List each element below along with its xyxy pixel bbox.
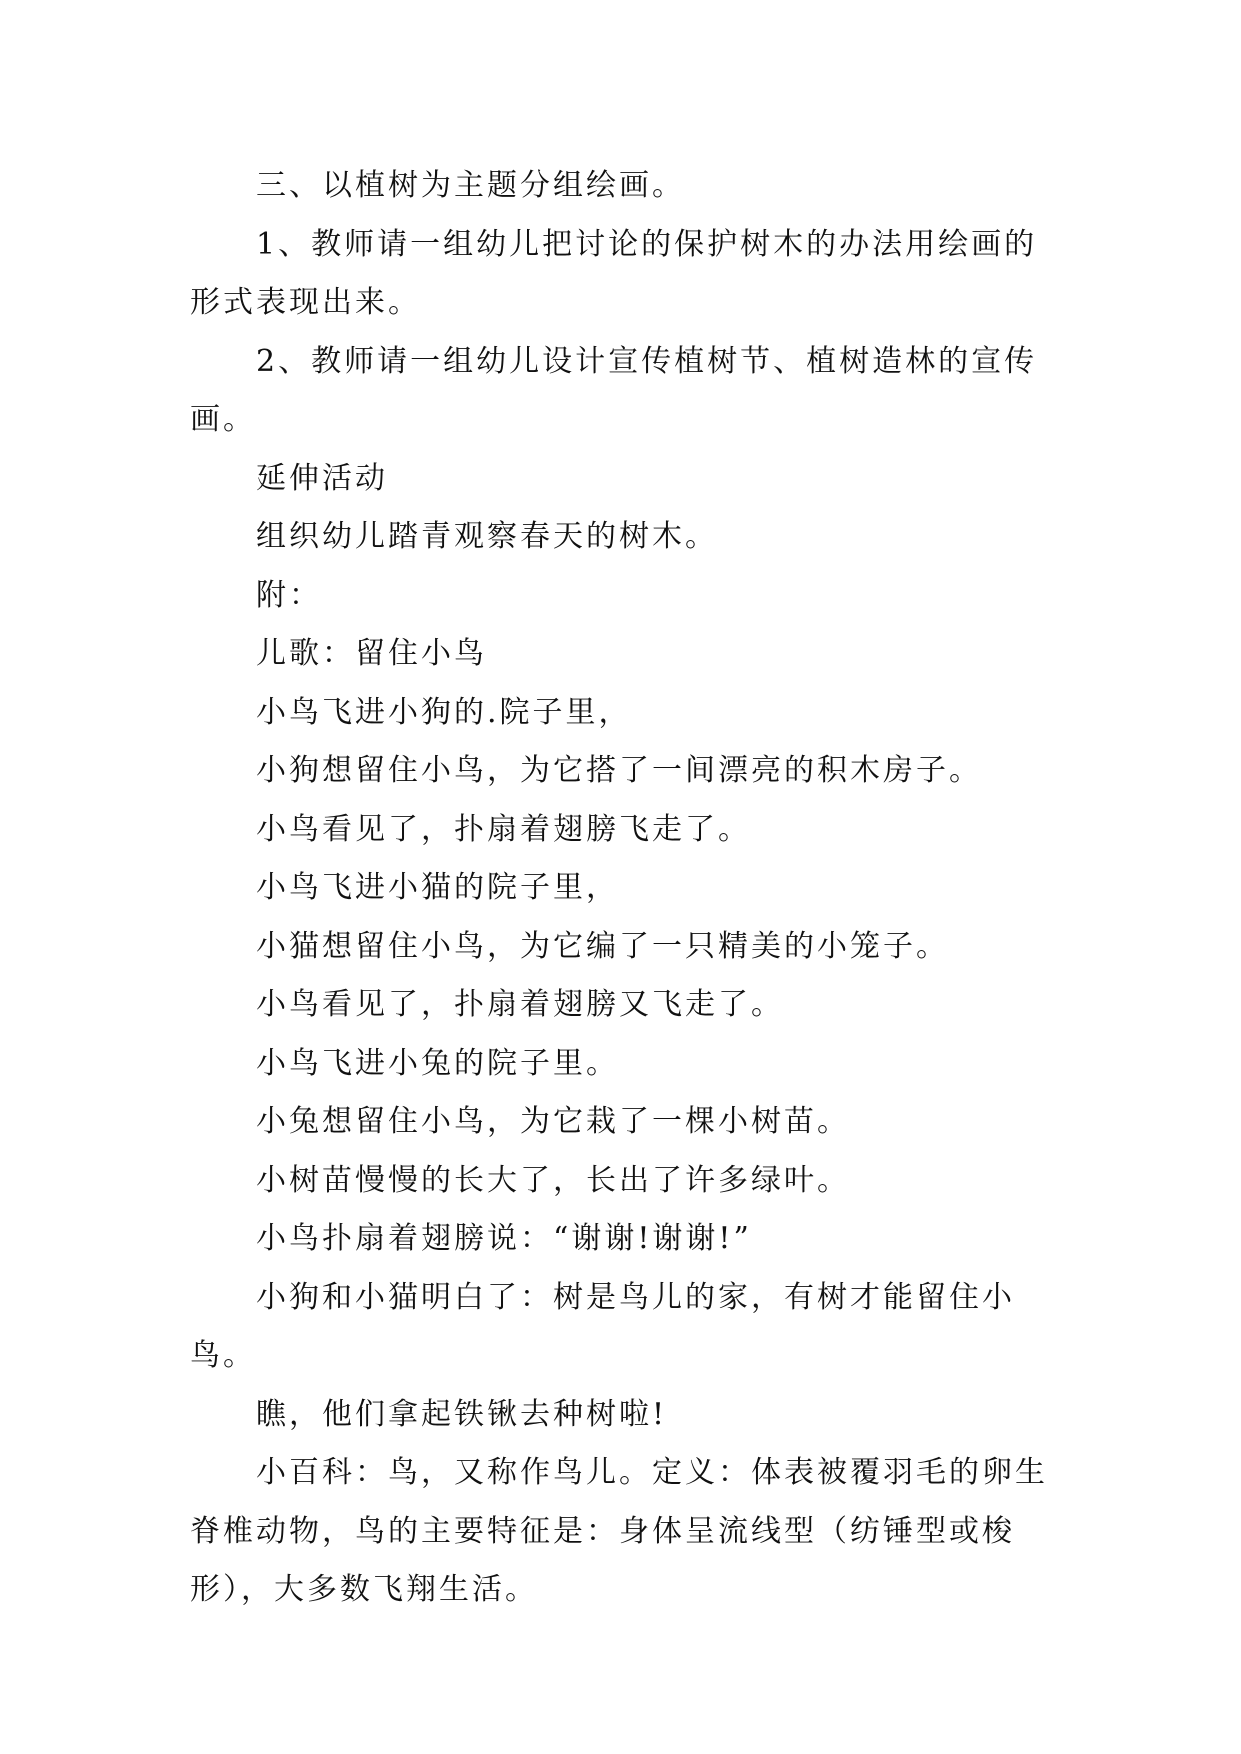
song-line: 小猫想留住小鸟，为它编了一只精美的小笼子。	[256, 928, 949, 964]
appendix-label: 附：	[256, 577, 322, 613]
heading-extension-activity: 延伸活动	[256, 460, 388, 496]
song-line: 小鸟看见了，扑扇着翅膀又飞走了。	[256, 987, 784, 1022]
song-line: 小狗和小猫明白了：树是鸟儿的家，有树才能留住小鸟。	[190, 1279, 1015, 1373]
encyclopedia-note: 小百科：鸟，又称作鸟儿。定义：体表被覆羽毛的卵生脊椎动物，鸟的主要特征是：身体呈流线型（纺锤型或梭形），大多数飞翔生活。	[190, 1455, 1048, 1607]
song-line: 小鸟看见了，扑扇着翅膀飞走了。	[256, 811, 751, 847]
song-line: 小鸟飞进小狗的.院子里，	[256, 694, 632, 730]
song-line: 小鸟飞进小兔的院子里。	[256, 1045, 619, 1081]
song-line: 小鸟飞进小猫的院子里，	[256, 870, 619, 905]
song-line: 小树苗慢慢的长大了，长出了许多绿叶。	[256, 1162, 850, 1198]
song-line: 小狗想留住小鸟，为它搭了一间漂亮的积木房子。	[256, 753, 982, 788]
paragraph-extension: 组织幼儿踏青观察春天的树木。	[256, 519, 718, 554]
section-heading-3: 三、以植树为主题分组绘画。	[256, 168, 685, 203]
song-line: 小鸟扑扇着翅膀说：“谢谢!谢谢!”	[256, 1221, 752, 1256]
song-line: 小兔想留住小鸟，为它栽了一棵小树苗。	[256, 1104, 850, 1139]
song-title: 儿歌：留住小鸟	[256, 636, 487, 671]
paragraph-step-2: 2、教师请一组幼儿设计宣传植树节、植树造林的宣传画。	[190, 343, 1038, 437]
document-body	[190, 157, 1052, 1620]
song-line: 瞧，他们拿起铁锹去种树啦!	[256, 1396, 668, 1432]
paragraph-step-1: 1、教师请一组幼儿把讨论的保护树木的办法用绘画的形式表现出来。	[190, 226, 1038, 320]
